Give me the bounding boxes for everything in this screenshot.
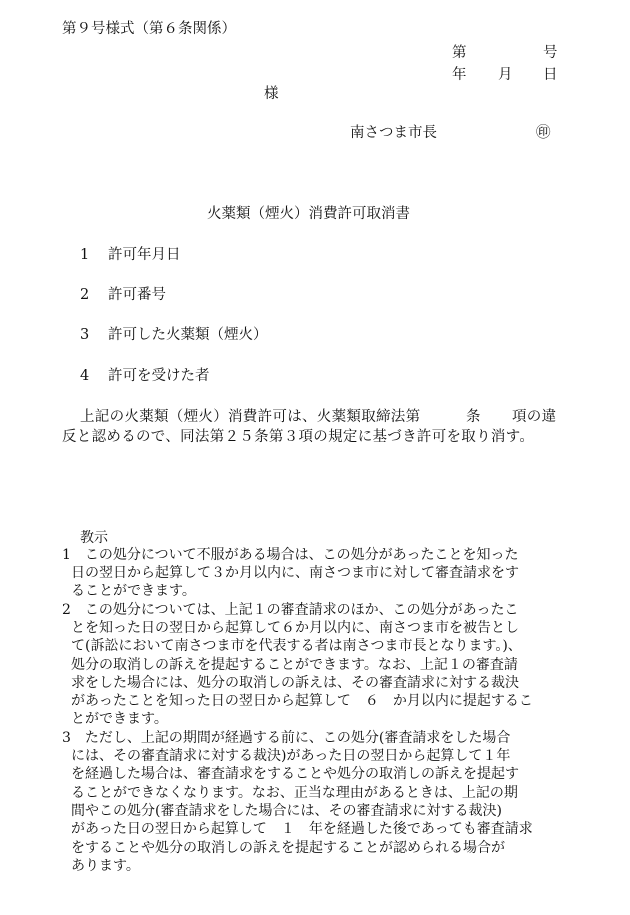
notice-line: 求をした場合には、処分の取消しの訴えは、その審査請求に対する裁決 [71,675,519,691]
notice-line: 間やこの処分(審査請求をした場合には、その審査請求に対する裁決) [71,803,502,819]
notice-line: 2 この処分については、上記１の審査請求のほか、この処分があったこ [62,602,519,618]
notice-line: があったことを知った日の翌日から起算して ６ か月以内に提起するこ [71,693,533,709]
notice-line: があった日の翌日から起算して １ 年を経過した後であっても審査請求 [71,821,533,837]
notice-heading: 教示 [80,530,108,546]
notice-line: 1 この処分について不服がある場合は、この処分があったことを知った [62,547,519,563]
notice-line: とができます。 [71,711,168,727]
item-number: 2 [80,287,90,303]
notice-line: ることができなくなります。なお、正当な理由があるときは、上記の期 [71,785,518,801]
form-number-label: 第９号様式（第６条関係） [62,21,236,37]
item-label: 許可年月日 [108,247,181,263]
notice-line: を経過した場合は、審査請求をすることや処分の取消しの訴えを提起す [71,766,519,782]
statement-line-1a: 上記の火薬類（煙火）消費許可は、火薬類取締法第 [80,409,421,425]
document-no-suffix: 号 [543,45,558,61]
date-month-label: 月 [498,67,513,83]
addressee-suffix: 様 [264,86,279,102]
notice-line: あります。 [71,858,140,874]
item-number: 3 [80,327,90,343]
statement-line-1c: 項の違 [512,409,557,425]
notice-line: ることができます。 [71,583,196,599]
seal-mark: ㊞ [536,125,551,141]
notice-line: 日の翌日から起算して３か月以内に、南さつま市に対して審査請求をす [71,565,519,581]
statement-line-1b: 条 [466,409,481,425]
item-label: 許可番号 [108,287,166,303]
date-day-label: 日 [543,67,558,83]
notice-line: には、その審査請求に対する裁決)があった日の翌日から起算して１年 [71,748,511,764]
notice-line: とを知った日の翌日から起算して６か月以内に、南さつま市を被告とし [71,620,519,636]
date-year-label: 年 [452,67,467,83]
item-number: 4 [80,368,90,384]
item-label: 許可した火薬類（煙火） [108,327,268,343]
issuer-name: 南さつま市長 [350,125,437,141]
notice-line: て(訴訟において南さつま市を代表する者は南さつま市長となります。)、 [71,638,522,654]
document-no-prefix: 第 [452,45,467,61]
notice-line: をすることや処分の取消しの訴えを提起することが認められる場合が [71,840,505,856]
statement-line-2: 反と認めるので、同法第２５条第３項の規定に基づき許可を取り消す。 [62,429,535,445]
document-title: 火薬類（煙火）消費許可取消書 [207,206,410,222]
notice-line: 処分の取消しの訴えを提起することができます。なお、上記１の審査請 [71,657,518,673]
item-label: 許可を受けた者 [108,368,210,384]
item-number: 1 [80,247,90,263]
notice-line: 3 ただし、上記の期間が経過する前に、この処分(審査請求をした場合 [62,730,511,746]
